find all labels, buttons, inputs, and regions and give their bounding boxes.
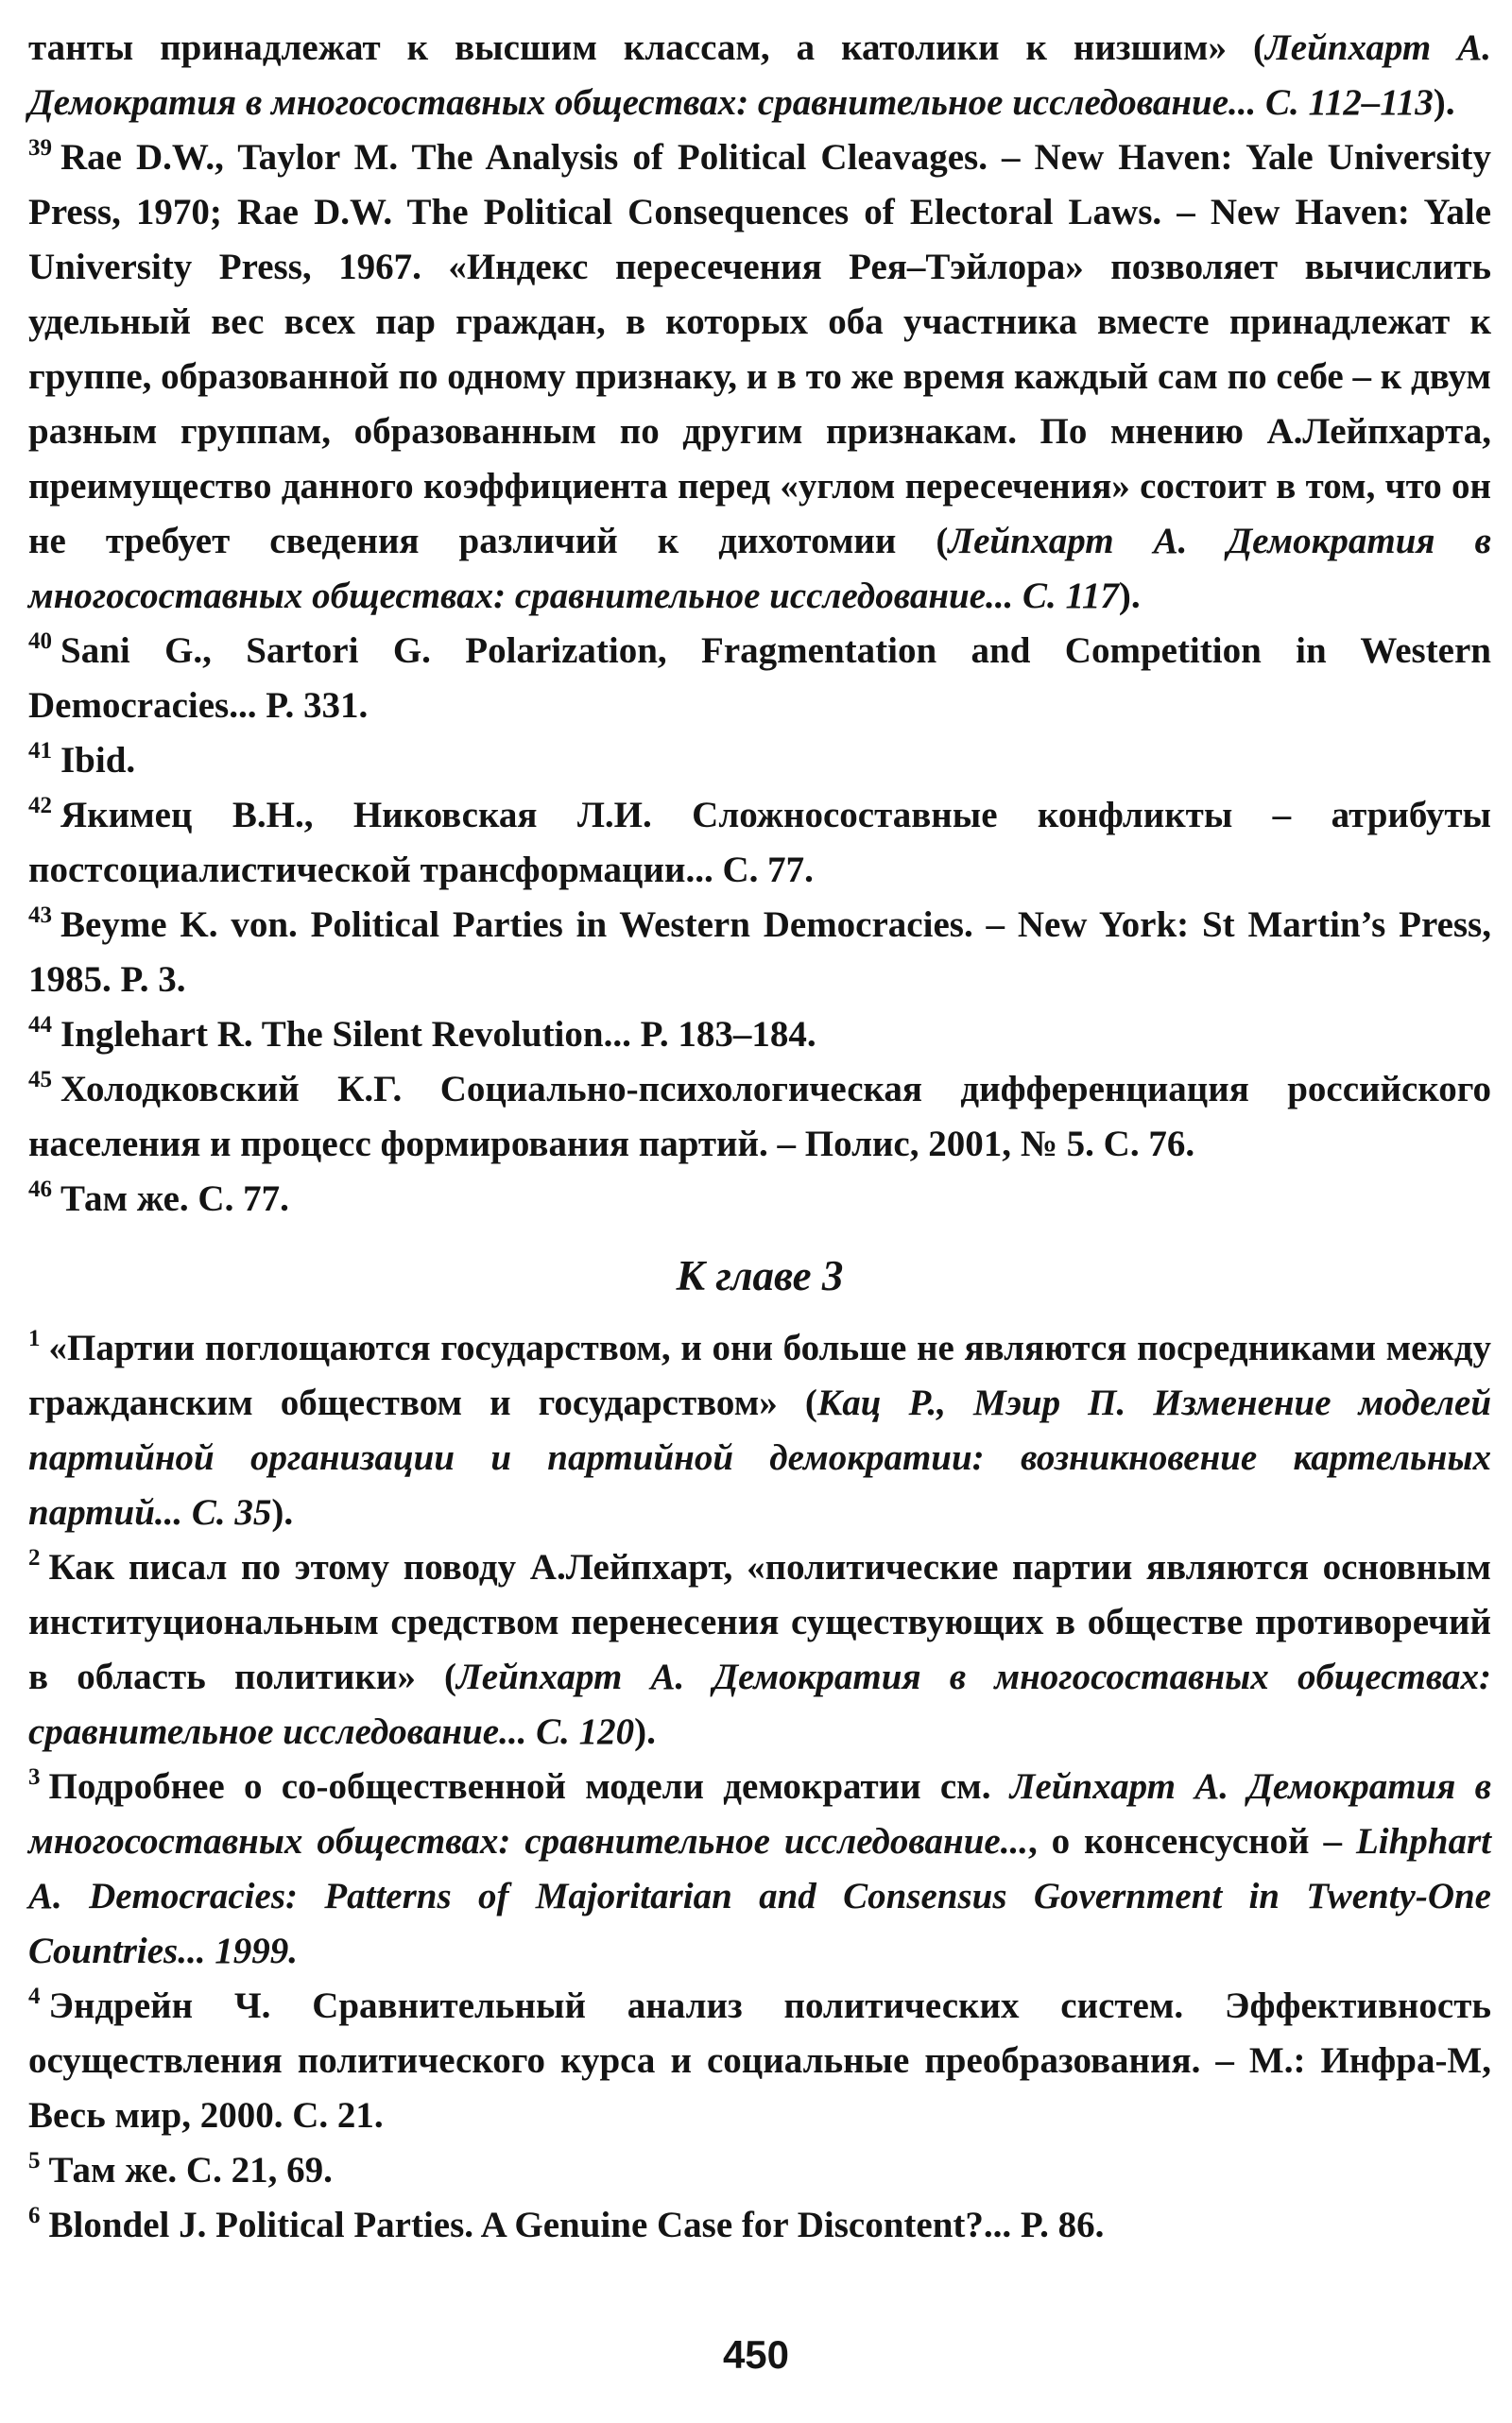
footnote-note-44 bbox=[28, 1007, 1491, 1062]
footnote-note-43 bbox=[28, 898, 1491, 1007]
footnote-text: Blondel J. Political Parties. A Genuine Case for Discontent?... P. 86. bbox=[48, 2205, 1105, 2245]
footnote-number: 5 bbox=[28, 2148, 41, 2174]
footnotes-list bbox=[28, 21, 1491, 1227]
footnote-number: 44 bbox=[28, 1012, 52, 1038]
footnote-number: 42 bbox=[28, 793, 52, 818]
footnote-text: , о консенсусной – bbox=[1027, 1821, 1356, 1862]
footnote-number: 3 bbox=[28, 1764, 41, 1790]
footnote-ch3-note-1 bbox=[28, 1321, 1491, 1540]
footnote-text: «Партии поглощаются государством, и они больше не являются посредниками между гражданским обществом и государством» ( bbox=[28, 1328, 1491, 1423]
footnote-number: 41 bbox=[28, 738, 52, 764]
footnote-note-continued bbox=[28, 21, 1491, 130]
citation-italic: Лейпхарт А. Демократия в многосоставных обществах: сравнительное исследование... С. 112–113 bbox=[28, 27, 1492, 123]
footnote-text: Холодковский К.Г. Социально-психологическая дифференциация российского населения и процесс формирования партий. – Полис, 2001, № 5. С. 76. bbox=[28, 1069, 1491, 1164]
citation-italic: Лейпхарт А. Демократия в многосоставных обществах: сравнительное исследование... С. 120 bbox=[28, 1657, 1491, 1752]
footnote-note-46 bbox=[28, 1172, 1491, 1227]
footnote-text: ). bbox=[634, 1711, 656, 1752]
footnote-text: Там же. С. 77. bbox=[60, 1178, 289, 1219]
footnote-text: Якимец В.Н., Никовская Л.И. Сложносоставные конфликты – атрибуты постсоциалистической трансформации... С. 77. bbox=[28, 795, 1491, 890]
footnote-number: 4 bbox=[28, 1984, 41, 2009]
footnote-number: 6 bbox=[28, 2203, 41, 2228]
footnote-text: Как писал по этому поводу А.Лейпхарт, «политические партии являются основным институциональным средством перенесения существующих в обществе противоречий в область политики» ( bbox=[28, 1547, 1491, 1697]
footnote-ch3-note-5 bbox=[28, 2143, 1491, 2198]
footnote-number: 43 bbox=[28, 902, 52, 928]
footnote-ch3-note-3 bbox=[28, 1760, 1491, 1979]
citation-italic: Кац Р., Мэир П. Изменение моделей партийной организации и партийной демократии: возникновение картельных партий... С. 35 bbox=[28, 1383, 1492, 1533]
footnote-text: Sani G., Sartori G. Polarization, Fragmentation and Competition in Western Democracies... P. 331. bbox=[28, 630, 1491, 726]
footnote-note-39 bbox=[28, 130, 1491, 624]
citation-italic: Лейпхарт А. Демократия в многосоставных обществах: сравнительное исследование... bbox=[28, 1766, 1491, 1862]
footnote-text: Ibid. bbox=[60, 740, 136, 781]
footnote-note-40 bbox=[28, 624, 1491, 733]
footnote-text: Подробнее о со-общественной модели демократии см. bbox=[48, 1766, 1010, 1807]
footnote-text: ). bbox=[1118, 576, 1141, 616]
chapter-notes-list bbox=[28, 1321, 1491, 2253]
footnote-text: танты принадлежат к высшим классам, а католики к низшим» ( bbox=[28, 27, 1265, 68]
footnote-number: 45 bbox=[28, 1067, 52, 1092]
footnote-number: 40 bbox=[28, 628, 52, 654]
citation-italic: Lihphart A. Democracies: Patterns of Majoritarian and Consensus Government in Twenty-One Countries... 1999. bbox=[28, 1821, 1492, 1971]
footnote-note-41 bbox=[28, 733, 1491, 788]
footnote-number: 2 bbox=[28, 1545, 41, 1571]
footnote-text: Там же. С. 21, 69. bbox=[48, 2150, 333, 2191]
footnote-ch3-note-6 bbox=[28, 2198, 1491, 2253]
footnote-number: 46 bbox=[28, 1177, 52, 1202]
footnote-ch3-note-4 bbox=[28, 1979, 1491, 2143]
page-content bbox=[28, 21, 1491, 2253]
footnote-text: Эндрейн Ч. Сравнительный анализ политических систем. Эффективность осуществления политического курса и социальные преобразования. – М.: Инфра-М, Весь мир, 2000. С. 21. bbox=[28, 1985, 1491, 2136]
footnote-ch3-note-2 bbox=[28, 1540, 1491, 1760]
chapter-heading: К главе 3 bbox=[676, 1252, 844, 1299]
footnote-text: ). bbox=[1433, 82, 1455, 123]
footnote-text: Rae D.W., Taylor M. The Analysis of Political Cleavages. – New Haven: Yale University Press, 1970; Rae D.W. The Political Consequences of Electoral Laws. – New Haven: Yale University Press, 1967. «Индекс пересечения Рея–Тэйлора» позволяет вычислить удельный вес всех пар граждан, в которых оба участника вместе принадлежат к группе, образованной по одному признаку, и в то же время каждый сам по себе – к двум разным группам, образованным по другим признакам. По мнению А.Лейпхарта, преимущество данного коэффициента перед «углом пересечения» состоит в том, что он не требует сведения различий к дихотомии ( bbox=[28, 137, 1491, 561]
footnote-text: Beyme K. von. Political Parties in Western Democracies. – New York: St Martin’s Press, 1985. P. 3. bbox=[28, 904, 1491, 1000]
footnote-number: 39 bbox=[28, 135, 52, 161]
citation-italic: Лейпхарт А. Демократия в многосоставных обществах: сравнительное исследование... С. 117 bbox=[28, 521, 1491, 616]
footnote-text: ). bbox=[271, 1492, 294, 1533]
footnote-text: Inglehart R. The Silent Revolution... P. 183–184. bbox=[60, 1014, 816, 1055]
footnote-note-42 bbox=[28, 788, 1491, 898]
footnote-number: 1 bbox=[28, 1326, 41, 1351]
page-number: 450 bbox=[722, 2332, 790, 2377]
footnote-note-45 bbox=[28, 1062, 1491, 1172]
